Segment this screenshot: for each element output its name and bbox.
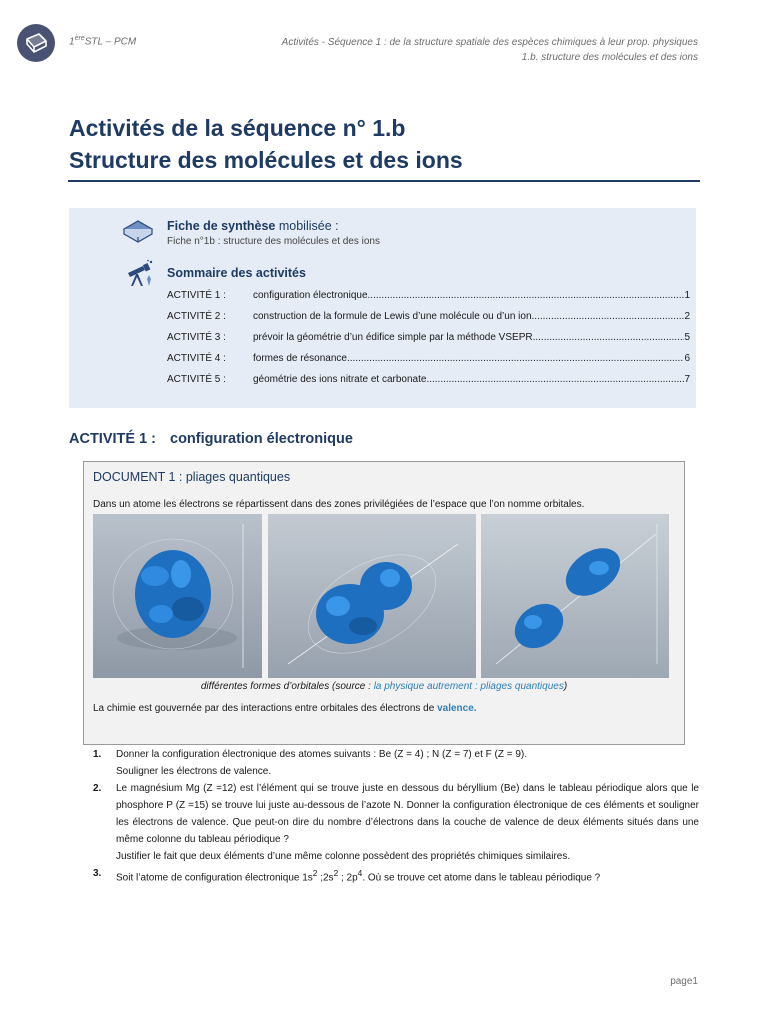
questions-list [93,746,699,886]
orbital-p-image [268,514,476,678]
fiche-subtitle: Fiche n°1b : structure des molécules et des ions [167,236,380,247]
orbitals-caption: différentes formes d’orbitales (source : la physique autrement : pliages quantiques) [200,681,568,692]
question-item: 1. Donner la configuration électronique des atomes suivants : Be (Z = 4) ; N (Z = 7) et F (Z = 9). Souligner les électrons de valence. [93,749,528,777]
title-line-1: Activités de la séquence n° 1.b [69,115,406,141]
telescope-icon [125,259,155,294]
header-sequence [282,35,698,65]
page-number: page1 [670,976,698,987]
class-label: 1èreSTL – PCM [69,35,137,48]
sommaire-title: Sommaire des activités [167,266,306,280]
toc-row[interactable]: ACTIVITÉ 2 : construction de la formule de Lewis d’une molécule ou d’un ion. ..... 2 [167,309,690,330]
toc-row[interactable]: ACTIVITÉ 4 : formes de résonance. ..... 6 [167,351,690,372]
toc-row[interactable]: ACTIVITÉ 1 : configuration électronique ..... 1 [167,288,690,309]
header-line-2: 1.b. structure des molécules et des ions [521,52,698,63]
source-link[interactable]: la physique autrement : pliages quantiques [373,681,564,692]
page-title [69,112,463,176]
toc-row[interactable]: ACTIVITÉ 5 : géométrie des ions nitrate et carbonate. ..... 7 [167,372,690,393]
toc-row[interactable]: ACTIVITÉ 3 : prévoir la géométrie d’un édifice simple par la méthode VSEPR. ..... 5 [167,330,690,351]
title-divider [68,180,700,182]
header-line-1: Activités - Séquence 1 : de la structure spatiale des espèces chimiques à leur prop. physiques [281,37,698,48]
table-of-contents [167,288,690,393]
orbital-s-image [93,514,262,678]
title-line-2: Structure des molécules et des ions [69,147,463,173]
book-logo-icon [17,24,55,62]
question-item: 3. Soit l’atome de configuration électronique $1s^2$ $;2s^2$ ; $2p^4$. Où se trouve cet atome dans le tableau périodique ? [93,868,601,884]
fiche-title: Fiche de synthèse mobilisée : [167,219,339,233]
book-stack-icon [122,217,154,250]
document-1-title: DOCUMENT 1 : pliages quantiques [93,470,291,484]
question-item: 2. Le magnésium Mg (Z =12) est l’élément qui se trouve juste en dessous du béryllium (Be) dans le tableau périodique alors que le phosphore P (Z =15) se trouve lui juste au-dessous de l’azote N. Donner la configuration électronique de ces éléments et souligner les électrons de valence. Que peut-on dire du nombre d’électrons dans la couche de valence de deux éléments situés dans une même colonne du tableau périodique ? Justifier le fait que deux éléments d’une même colonne possèdent des propriétés chimiques similaires. [93,783,699,862]
document-1-conclusion: La chimie est gouvernée par des interactions entre orbitales des électrons de valence. [93,703,477,714]
orbital-p-lobes-image [481,514,669,678]
document-1-intro: Dans un atome les électrons se répartissent dans des zones privilégiées de l’espace que l’on nomme orbitales. [93,499,585,510]
activity-1-heading: ACTIVITÉ 1 : configuration électronique [69,431,353,447]
